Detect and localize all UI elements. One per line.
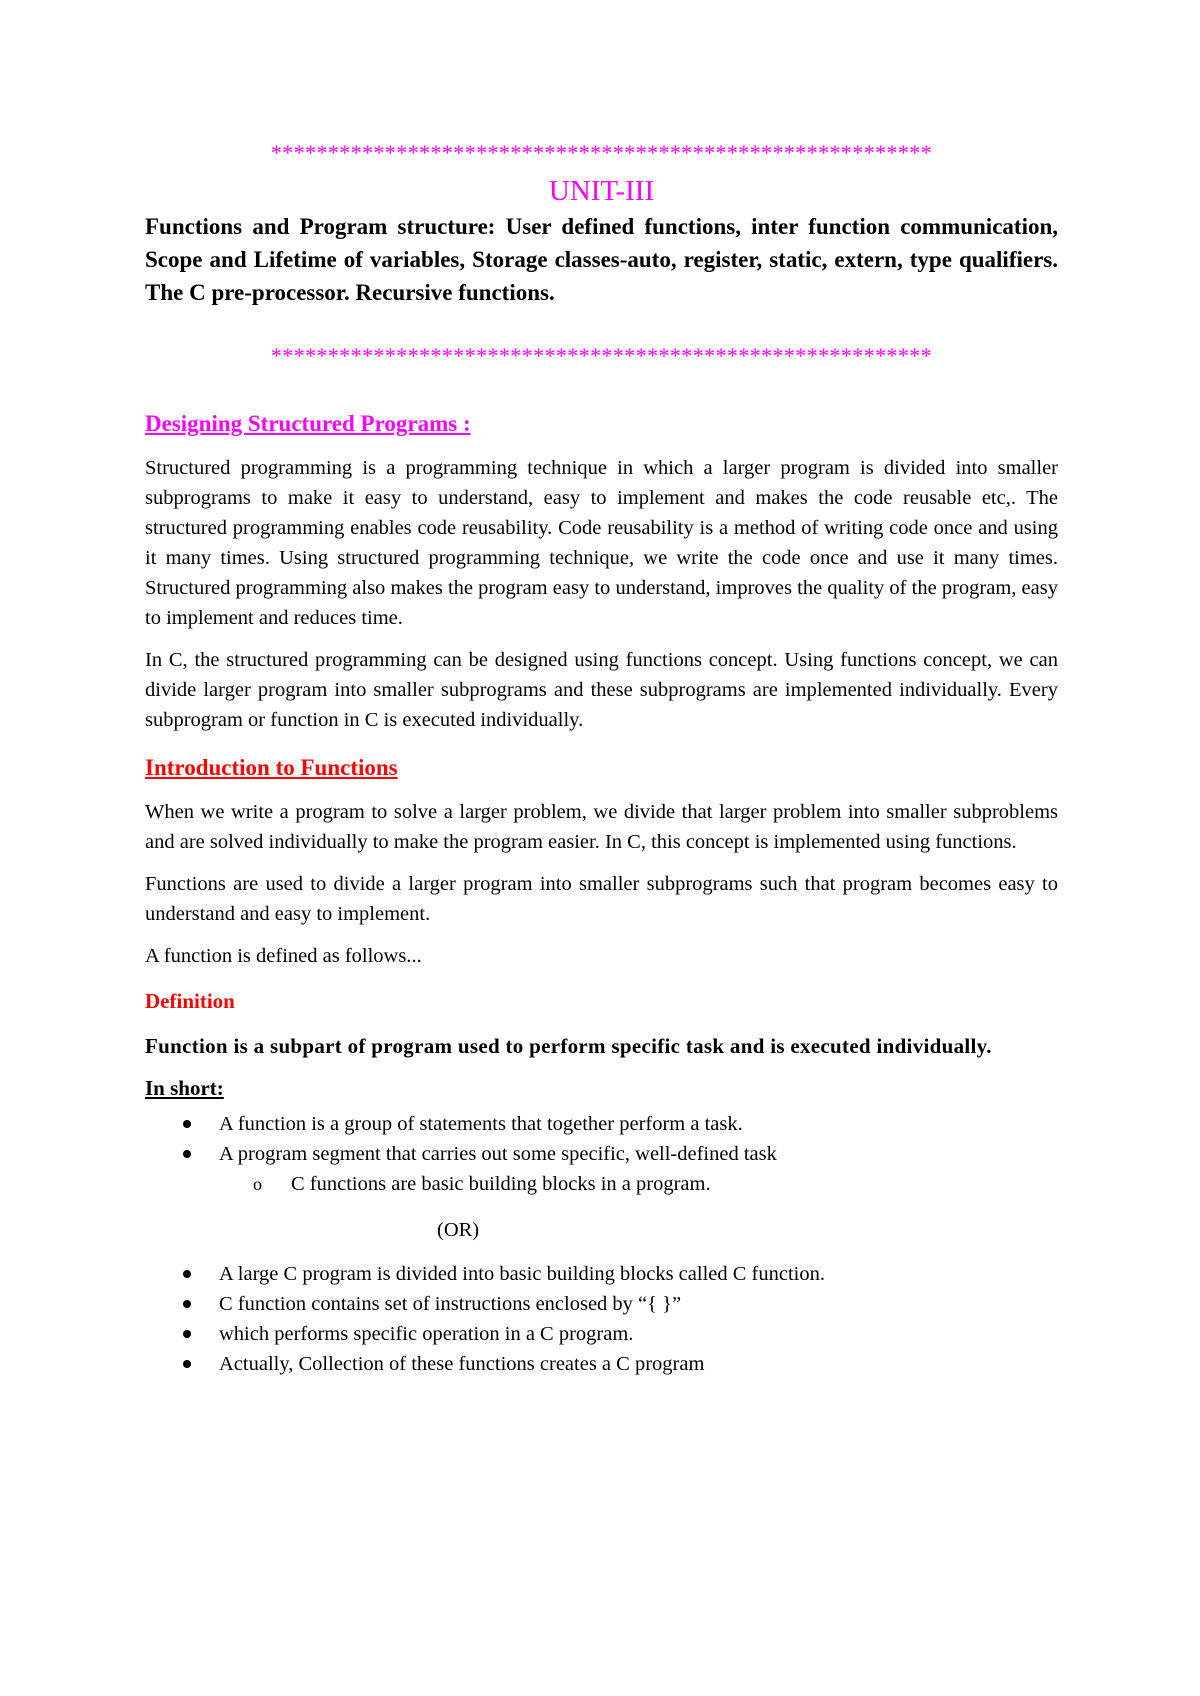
list-item <box>145 1349 1058 1379</box>
bullet-icon <box>183 1360 191 1368</box>
document-page <box>145 140 1058 1379</box>
paragraph-larger-problem: When we write a program to solve a larger problem, we divide that larger problem into smaller subproblems and are solved individually to make the program easier. In C, this concept is implemented using functions. <box>145 801 1058 853</box>
list-item <box>145 1259 1058 1289</box>
list-item-text: A function is a group of statements that together perform a task. <box>219 1113 743 1135</box>
list-item-text: C function contains set of instructions enclosed by “{ }” <box>219 1293 682 1315</box>
or-separator: (OR) <box>437 1219 480 1241</box>
list-item-text: which performs specific operation in a C program. <box>219 1323 634 1345</box>
in-short-label: In short: <box>145 1076 224 1100</box>
definition-text: Function is a subpart of program used to perform specific task and is executed individually. <box>145 1034 992 1058</box>
sub-list-item-text: C functions are basic building blocks in a program. <box>291 1173 711 1195</box>
list-item-text: A large C program is divided into basic building blocks called C function. <box>219 1263 825 1285</box>
list-item-text: A program segment that carries out some specific, well-defined task <box>219 1143 777 1165</box>
bullet-icon <box>183 1300 191 1308</box>
paragraph-structured-programming: Structured programming is a programming technique in which a larger program is divided into smaller subprograms to make it easy to understand, easy to implement and makes the code reusable etc,. The structured programming enables code reusability. Code reusability is a method of writing code once and using it many times. Using structured programming technique, we write the code once and use it many times. Structured programming also makes the program easy to understand, improves the quality of the program, easy to implement and reduces time. <box>145 457 1058 629</box>
bullet-icon <box>183 1150 191 1158</box>
heading-designing-structured-programs: Designing Structured Programs : <box>145 411 471 436</box>
sub-list-item <box>145 1169 1058 1199</box>
paragraph-c-structured-programming: In C, the structured programming can be designed using functions concept. Using functions concept, we can divide larger program into smaller subprograms and these subprograms are implemented individually. Every subprogram or function in C is executed individually. <box>145 649 1058 731</box>
bullet-icon <box>183 1120 191 1128</box>
paragraph-functions-divide: Functions are used to divide a larger program into smaller subprograms such that program becomes easy to understand and easy to implement. <box>145 873 1058 925</box>
separator-stars-bottom: ********************************************************** <box>270 343 933 368</box>
list-item-text: Actually, Collection of these functions creates a C program <box>219 1353 705 1375</box>
syllabus-text: Functions and Program structure: User defined functions, inter function communication, Scope and Lifetime of variables, Storage classes-auto, register, static, extern, type qualifiers. The C pre-processor. Recursive functions. <box>145 214 1058 305</box>
separator-stars-top: ********************************************************** <box>270 140 933 165</box>
unit-title: UNIT-III <box>548 175 655 207</box>
sub-bullet-list <box>145 1169 1058 1199</box>
definition-label: Definition <box>145 989 235 1013</box>
paragraph-function-defined: A function is defined as follows... <box>145 945 422 967</box>
heading-introduction-to-functions: Introduction to Functions <box>145 755 398 780</box>
list-item <box>145 1319 1058 1349</box>
list-item <box>145 1109 1058 1139</box>
bullet-list-a <box>145 1109 1058 1169</box>
bullet-icon <box>183 1330 191 1338</box>
circle-bullet-icon: o <box>253 1174 262 1194</box>
bullet-list-b <box>145 1259 1058 1379</box>
bullet-icon <box>183 1270 191 1278</box>
list-item <box>145 1139 1058 1169</box>
list-item <box>145 1289 1058 1319</box>
